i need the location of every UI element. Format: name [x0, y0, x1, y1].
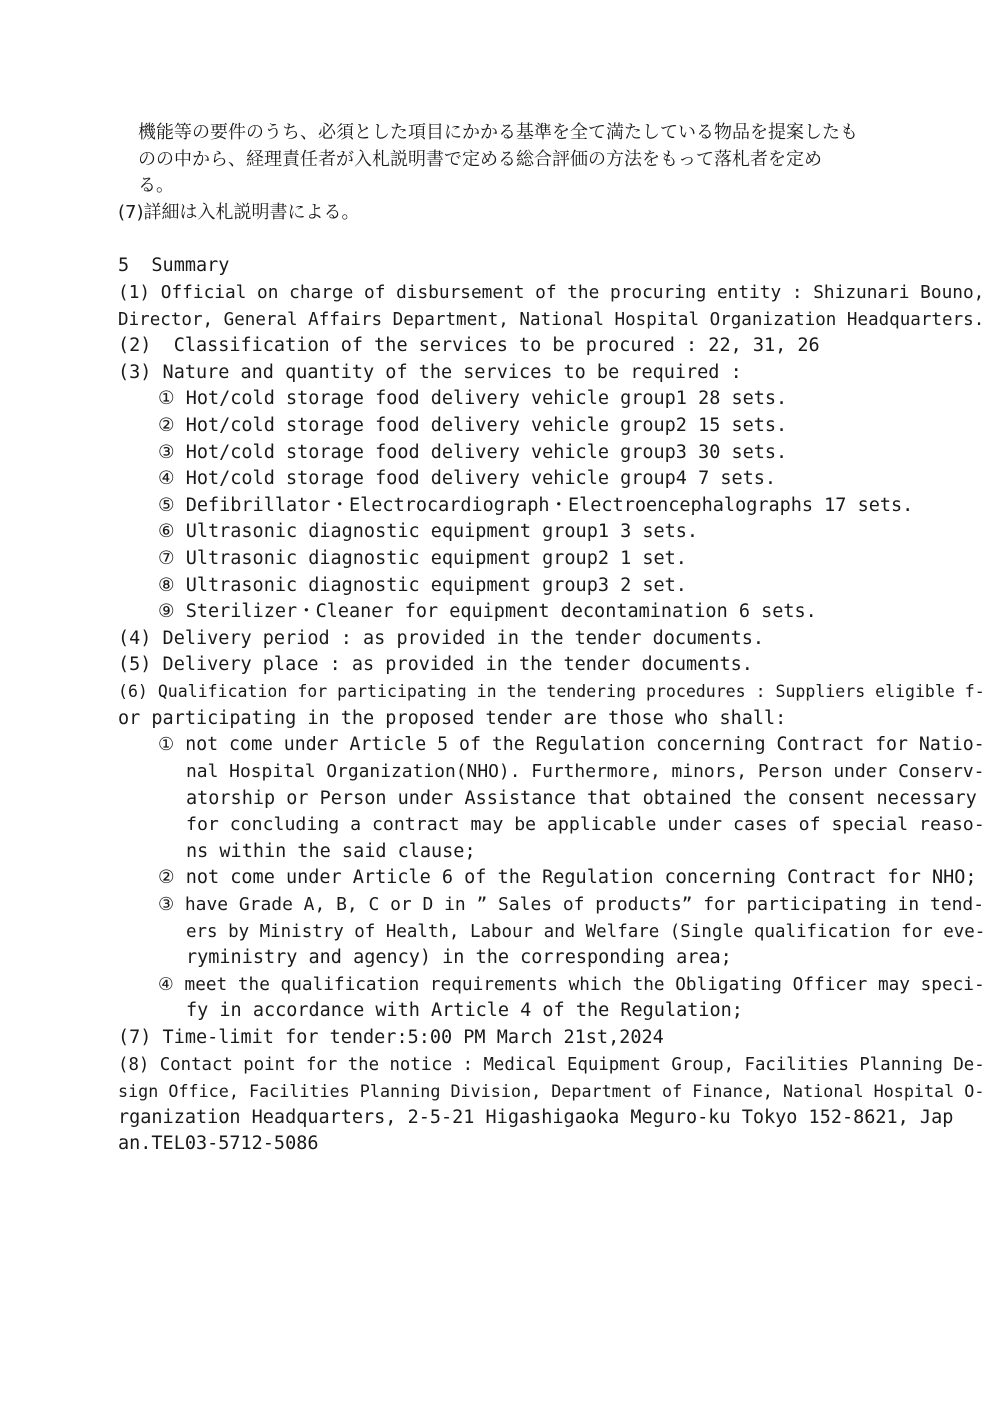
text-line: る。 — [138, 175, 174, 196]
list-item-continuation: ns within the said clause; — [186, 841, 476, 862]
text-line: (1) Official on charge of disbursement of the procuring entity : Shizunari Bouno, — [118, 282, 985, 303]
text-line: Director, General Affairs Department, National Hospital Organization Headquarters. — [118, 310, 985, 330]
list-item: ② Hot/cold storage food delivery vehicle group2 15 sets. — [158, 415, 788, 436]
text-line: のの中から、経理責任者が入札説明書で定める総合評価の方法をもって落札者を定め — [138, 149, 822, 170]
list-item: ⑧ Ultrasonic diagnostic equipment group3 2 set. — [158, 575, 687, 596]
section-heading: 5 Summary — [118, 255, 230, 276]
text-line: (6) Qualification for participating in the tendering procedures : Suppliers eligible f- — [118, 682, 985, 701]
text-line: (4) Delivery period : as provided in the tender documents. — [118, 628, 765, 649]
list-item: ③ Hot/cold storage food delivery vehicle group3 30 sets. — [158, 442, 788, 463]
text-line: 機能等の要件のうち、必須とした項目にかかる基準を全て満たしている物品を提案したも — [138, 122, 858, 143]
list-item-continuation: ryministry and agency) in the corresponding area; — [186, 947, 732, 968]
text-line: rganization Headquarters, 2-5-21 Higashigaoka Meguro-ku Tokyo 152-8621, Jap — [118, 1107, 954, 1128]
list-item: ③ have Grade A, B, C or D in ” Sales of products” for participating in tend- — [158, 894, 985, 915]
list-item-continuation: ers by Ministry of Health, Labour and Welfare (Single qualification for eve- — [186, 922, 986, 942]
list-item: ② not come under Article 6 of the Regulation concerning Contract for NHO; — [158, 867, 977, 888]
list-item: ⑥ Ultrasonic diagnostic equipment group1 3 sets. — [158, 521, 699, 542]
list-item: ⑨ Sterilizer・Cleaner for equipment decontamination 6 sets. — [158, 601, 817, 622]
text-line: (7)詳細は入札説明書による。 — [118, 202, 360, 223]
list-item: ④ Hot/cold storage food delivery vehicle group4 7 sets. — [158, 468, 777, 489]
list-item-continuation: atorship or Person under Assistance that obtained the consent necessary — [186, 788, 977, 809]
list-item-continuation: for concluding a contract may be applicable under cases of special reaso- — [186, 814, 985, 835]
text-line: (3) Nature and quantity of the services to be required : — [118, 362, 742, 383]
text-line: (8) Contact point for the notice : Medical Equipment Group, Facilities Planning De- — [118, 1055, 985, 1075]
list-item-continuation: nal Hospital Organization(NHO). Furthermore, minors, Person under Conserv- — [186, 761, 985, 782]
list-item: ⑦ Ultrasonic diagnostic equipment group2 1 set. — [158, 548, 687, 569]
text-line: sign Office, Facilities Planning Division, Department of Finance, National Hospital O- — [118, 1081, 985, 1101]
text-line: an.TEL03-5712-5086 — [118, 1133, 319, 1154]
list-item-continuation: fy in accordance with Article 4 of the Regulation; — [186, 1000, 743, 1021]
list-item: ① not come under Article 5 of the Regulation concerning Contract for Natio- — [158, 734, 985, 755]
text-line: or participating in the proposed tender are those who shall: — [118, 708, 787, 729]
text-line: (2) Classification of the services to be procured : 22, 31, 26 — [118, 335, 820, 356]
list-item: ① Hot/cold storage food delivery vehicle group1 28 sets. — [158, 388, 788, 409]
list-item: ⑤ Defibrillator・Electrocardiograph・Electroencephalographs 17 sets. — [158, 495, 914, 516]
list-item: ④ meet the qualification requirements which the Obligating Officer may speci- — [158, 975, 985, 995]
text-line: (5) Delivery place : as provided in the tender documents. — [118, 654, 753, 675]
text-line: (7) Time-limit for tender:5:00 PM March 21st,2024 — [118, 1027, 664, 1048]
